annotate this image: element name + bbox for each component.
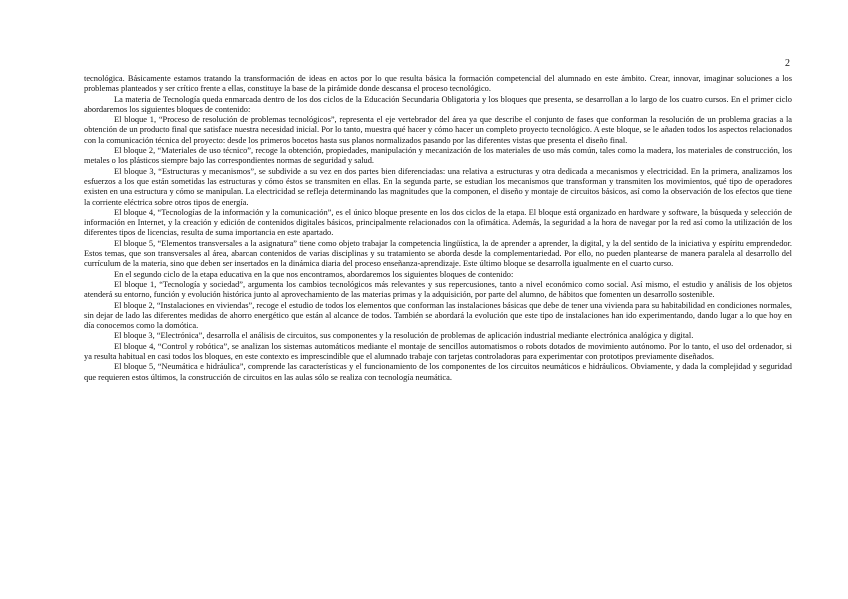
paragraph: El bloque 4, “Control y robótica”, se analizan los sistemas automáticos mediante el montaje de sencillos automatismos o robots dotados de movimiento autónomo. Por lo tanto, el uso del ordenador, si ya resulta habitual en casi todos los bloques, en este contexto es imprescindible que el alumnado trabaje con tarjetas controladoras para experimentar con prototipos previamente diseñados. — [84, 341, 792, 362]
paragraph: El bloque 5, “Neumática e hidráulica”, comprende las características y el funcionamiento de los componentes de los circuitos neumáticos e hidráulicos. Obviamente, y dada la complejidad y seguridad que requieren estos últimos, la construcción de circuitos en las aulas sólo se realiza con tecnología neumática. — [84, 362, 792, 382]
paragraph: El bloque 4, “Tecnologías de la información y la comunicación”, es el único bloque presente en los dos ciclos de la etapa. El bloque está organizado en hardware y software, la búsqueda y selección de información en Internet, y la creación y edición de contenidos digitales básicos, principalmente relacionados con la ofimática. Además, la seguridad a la hora de navegar por la red así como la utilización de los diferentes tipos de licencias, resulta de suma importancia en este apartado. — [84, 207, 792, 238]
paragraph: En el segundo ciclo de la etapa educativa en la que nos encontramos, abordaremos los siguientes bloques de contenido: — [114, 269, 514, 279]
body-text — [84, 74, 792, 383]
paragraph: El bloque 1, “Proceso de resolución de problemas tecnológicos”, representa el eje vertebrador del área ya que describe el conjunto de fases que conforman la resolución de un problema gracias a la obtención de un producto final que satisface nuestra necesidad inicial. Por lo tanto, muestra qué hacer y cómo hacer un completo proyecto tecnológico. A este bloque, se le añaden todos los aspectos relacionados con la comunicación técnica del proyecto: desde los primeros bocetos hasta sus planos normalizados pasando por las diferentes vistas que presenta el diseño final. — [84, 115, 792, 145]
paragraph: tecnológica. Básicamente estamos tratando la transformación de ideas en actos por lo que resulta básica la formación competencial del alumnado en este ámbito. Crear, innovar, imaginar soluciones a los problemas planteados y ser crítico frente a ellas, constituye la base de la pirámide donde descansa el proceso tecnológico. — [84, 74, 792, 94]
paragraph: El bloque 1, “Tecnología y sociedad”, argumenta los cambios tecnológicos más relevantes y sus repercusiones, tanto a nivel económico como social. Así mismo, el estudio y análisis de los objetos atenderá su entorno, función y evolución histórica junto al aprovechamiento de las materias primas y la adquisición, por parte del alumno, de hábitos que fomenten un desarrollo sostenible. — [84, 279, 792, 300]
paragraph: El bloque 3, “Electrónica”, desarrolla el análisis de circuitos, sus componentes y la resolución de problemas de aplicación industrial mediante electrónica analógica y digital. — [114, 331, 694, 341]
paragraph: El bloque 3, “Estructuras y mecanismos”, se subdivide a su vez en dos partes bien diferenciadas: una relativa a estructuras y otra dedicada a mecanismos y electricidad. En la primera, analizamos los esfuerzos a los que están sometidas las estructuras y cómo éstos se transmiten en ellas. En la segunda parte, se estudian los mecanismos que transforman y transmiten los movimientos, qué tipo de operadores existen en una estructura y cómo se manipulan. La electricidad se refleja determinando las magnitudes que la componen, el diseño y montaje de circuitos básicos, así como la observación de los efectos que tiene la corriente eléctrica sobre otros tipos de energía. — [84, 166, 792, 207]
paragraph: El bloque 5, “Elementos transversales a la asignatura” tiene como objeto trabajar la competencia lingüística, la de aprender a aprender, la digital, y la del sentido de la iniciativa y espíritu emprendedor. Estos temas, que son transversales al área, abarcan contenidos de varias disciplinas y su tratamiento se aborda desde la complementariedad. Por ello, no pueden plantearse de manera paralela al desarrollo del currículum de la materia, sino que deben ser insertados en la dinámica diaria del proceso enseñanza-aprendizaje. Este último bloque se desarrolla igualmente en el cuarto curso. — [84, 238, 792, 269]
paragraph: El bloque 2, “Materiales de uso técnico”, recoge la obtención, propiedades, manipulación y mecanización de los materiales de uso más común, tales como la madera, los materiales de construcción, los metales o los plásticos siempre bajo las correspondientes normas de seguridad y salud. — [84, 146, 792, 166]
paragraph: El bloque 2, “Instalaciones en viviendas”, recoge el estudio de todos los elementos que conforman las instalaciones básicas que debe de tener una vivienda para su habitabilidad en condiciones normales, sin dejar de lado las diferentes medidas de ahorro energético que están al alcance de todos. También se abordará la evolución que este tipo de instalaciones han ido experimentando, dando lugar a lo que hoy en día conocemos como la domótica. — [84, 300, 792, 331]
paragraph: La materia de Tecnología queda enmarcada dentro de los dos ciclos de la Educación Secundaria Obligatoria y los bloques que presenta, se desarrollan a lo largo de los cuatro cursos. En el primer ciclo abordaremos los siguientes bloques de contenido: — [84, 94, 792, 114]
page-number: 2 — [785, 58, 790, 69]
